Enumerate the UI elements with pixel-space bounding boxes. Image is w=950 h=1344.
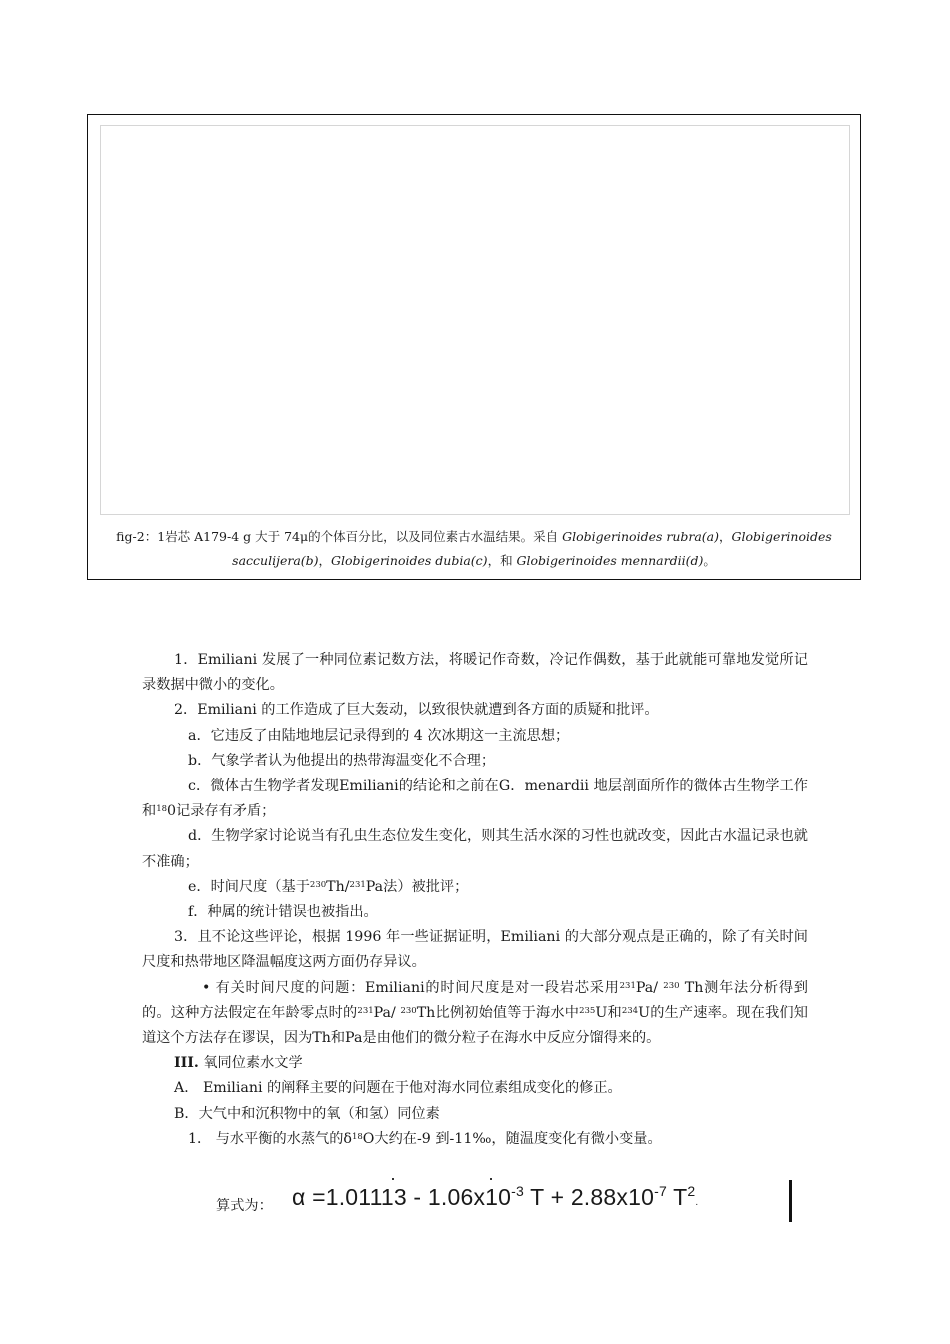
superscript: 230 (400, 1005, 417, 1016)
item-e-text: Th/ (326, 878, 350, 895)
superscript: 231 (349, 879, 366, 890)
paragraph-2: 2．Emiliani 的工作造成了巨大轰动，以致很快就遭到各方面的质疑和批评。 (174, 702, 659, 719)
superscript: 18 (156, 804, 168, 815)
item-c-text-end: 0记录存有矛盾； (167, 803, 276, 820)
superscript: 234 (621, 1005, 639, 1016)
section-heading-iii (142, 1051, 808, 1076)
species-d: Globigerinoides mennardii(d) (516, 553, 704, 568)
figure-box (87, 114, 861, 580)
caption-separator: ， (318, 553, 332, 568)
subsection-a: A． Emiliani 的阐释主要的问题在于他对海水同位素组成变化的修正。 (174, 1080, 622, 1097)
item-b: b．气象学者认为他提出的热带海温变化不合理； (188, 752, 496, 769)
item-c (142, 774, 808, 824)
section-title: 氧同位素水文学 (198, 1055, 303, 1072)
formula-label: 算式为： (216, 1198, 273, 1214)
item-e-text-end: Pa法）被批评； (365, 878, 469, 895)
point-1-text-end: O大约在-9 到-11‰，随温度变化有微小变量。 (362, 1130, 662, 1147)
bullet-text: Pa/ (635, 979, 664, 996)
species-c: Globigerinoides dubia(c) (331, 553, 488, 568)
point-1 (142, 1127, 808, 1152)
species-b-part1: Globigerinoides (731, 529, 832, 544)
formula-end: . (695, 1197, 699, 1208)
species-b-part2: sacculijera(b) (232, 553, 319, 568)
caption-separator: ， (719, 529, 732, 544)
caption-end: 。 (703, 553, 716, 568)
item-a: a．它违反了由陆地地层记录得到的 4 次冰期这一主流思想； (188, 727, 570, 744)
figure-image-placeholder (100, 125, 850, 515)
item-f: f．种属的统计错误也被指出。 (188, 904, 378, 921)
formula-exponent: 2 (687, 1183, 696, 1199)
paragraph-3: 3．且不论这些评论，根据 1996 年一些证据证明，Emiliani 的大部分观点是正确的，除了有关时间尺度和热带地区降温幅度这两方面仍存异议。 (142, 929, 808, 971)
formula-line (216, 1180, 806, 1220)
figure-caption (98, 525, 850, 573)
superscript: 235 (579, 1005, 596, 1016)
bullet-text: Th测年法分析得到的。这种方法假定在年龄零点时的 (142, 979, 808, 1021)
formula-part: α =1.01113 - 1.06x10 (292, 1184, 512, 1210)
section-number: III. (174, 1055, 199, 1072)
caption-separator: ，和 (487, 553, 517, 568)
item-d: d．生物学家讨论说当有孔虫生态位发生变化，则其生活水深的习性也就改变，因此古水温记录也就不准确； (142, 828, 808, 870)
formula (292, 1184, 698, 1211)
bullet-text-end: U的生产速率。现在我们知道这个方法存在谬误，因为Th和Pa是由他们的微分粒子在海水中反应分馏得来的。 (142, 1004, 808, 1047)
superscript: 231 (357, 1005, 374, 1016)
caption-prefix: fig-2：1岩芯 A179-4 g 大于 74μ的个体百分比，以及同位素古水温结果。采自 (116, 529, 563, 544)
superscript: 230 (663, 980, 680, 991)
bullet-text: Pa/ (373, 1004, 401, 1021)
bullet-text: U和 (595, 1004, 622, 1021)
bullet-text: • 有关时间尺度的问题：Emiliani的时间尺度是对一段岩芯采用 (202, 979, 620, 996)
superscript: 231 (619, 980, 636, 991)
subsection-b: B．大气中和沉积物中的氧（和氢）同位素 (174, 1105, 440, 1122)
item-e (142, 875, 808, 900)
formula-part: T (666, 1184, 688, 1210)
text-cursor-bar (789, 1180, 792, 1222)
formula-exponent: -3 (511, 1183, 524, 1199)
body-text (142, 648, 808, 1152)
bullet-text: Th比例初始值等于海水中 (416, 1004, 580, 1021)
superscript: 230 (309, 879, 327, 890)
point-1-text: 1． 与水平衡的水蒸气的δ (188, 1130, 352, 1147)
formula-exponent: -7 (654, 1183, 667, 1199)
species-a: Globigerinoides rubra(a) (562, 529, 720, 544)
paragraph-1: 1．Emiliani 发展了一种同位素记数方法，将暖记作奇数，冷记作偶数，基于此就能可靠地发觉所记录数据中微小的变化。 (142, 652, 808, 694)
item-e-text: e．时间尺度（基于 (188, 878, 310, 895)
bullet-time-scale (142, 976, 808, 1052)
superscript: 18 (351, 1131, 363, 1142)
formula-part: T + 2.88x10 (524, 1184, 655, 1210)
item-c-text: c．微体古生物学者发现Emiliani的结论和之前在G．menardii 地层剖面所作的微体古生物学工作和 (142, 778, 808, 820)
